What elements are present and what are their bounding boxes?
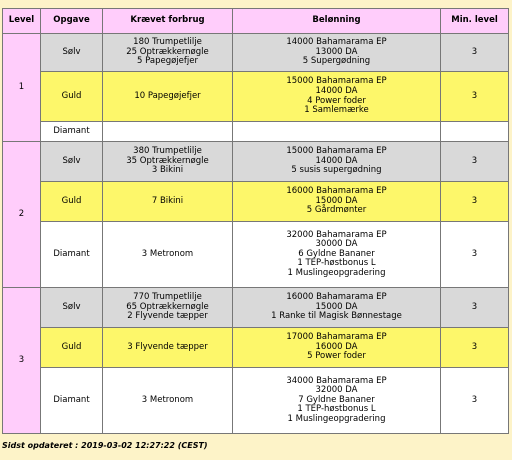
forbrug-cell-line: 7 Bikini	[151, 195, 184, 206]
forbrug-cell	[103, 288, 233, 328]
belonning-cell-line: 6 Gyldne Bananer	[298, 248, 375, 259]
level-cell: 1	[3, 34, 41, 142]
opgave-cell: Sølv	[41, 288, 103, 328]
forbrug-cell-line: 3 Flyvende tæpper	[127, 341, 208, 352]
belonning-cell-line: 16000 DA	[315, 341, 358, 352]
belonning-cell-line: 5 Power foder	[307, 351, 366, 362]
belonning-cell-line: 1 TEP-høstbonus L	[297, 404, 376, 415]
col-header-forbrug: Krævet forbrug	[103, 9, 233, 34]
forbrug-cell	[103, 182, 233, 222]
belonning-cell-line: 1 Samlemærke	[304, 105, 369, 116]
task-row	[3, 288, 509, 328]
min-level-cell: 3	[441, 222, 509, 288]
belonning-cell	[233, 368, 441, 434]
belonning-cell	[233, 288, 441, 328]
belonning-cell-line: 14000 DA	[315, 155, 358, 166]
belonning-cell-line: 17000 Bahamarama EP	[286, 332, 387, 343]
level-cell: 2	[3, 142, 41, 288]
task-row	[3, 72, 509, 122]
min-level-cell	[441, 122, 509, 142]
belonning-cell-line: 1 Muslingeopgradering	[287, 413, 386, 424]
min-level-cell: 3	[441, 34, 509, 72]
task-row	[3, 368, 509, 434]
belonning-cell-line: 15000 DA	[315, 195, 358, 206]
forbrug-cell	[103, 34, 233, 72]
forbrug-cell	[103, 328, 233, 368]
belonning-cell-line: 4 Power foder	[307, 95, 366, 106]
col-header-min-level: Min. level	[441, 9, 509, 34]
belonning-cell	[233, 142, 441, 182]
belonning-cell	[233, 34, 441, 72]
belonning-cell-line: 5 Gårdmønter	[306, 205, 367, 216]
belonning-cell-line: 1 TEP-høstbonus L	[297, 258, 376, 269]
opgave-cell: Guld	[41, 328, 103, 368]
last-updated-text: Sidst opdateret : 2019-03-02 12:27:22 (CEST)	[2, 441, 208, 450]
min-level-cell: 3	[441, 72, 509, 122]
forbrug-cell-line: 770 Trumpetlilje	[133, 292, 202, 303]
forbrug-cell	[103, 142, 233, 182]
forbrug-cell-line: 380 Trumpetlilje	[133, 146, 202, 157]
forbrug-cell-line: 25 Optrækkernøgle	[126, 46, 209, 57]
col-header-opgave: Opgave	[41, 9, 103, 34]
belonning-cell	[233, 72, 441, 122]
header-row	[3, 9, 509, 34]
forbrug-cell-line: 3 Bikini	[151, 165, 184, 176]
opgave-cell: Guld	[41, 72, 103, 122]
forbrug-cell-line: 65 Optrækkernøgle	[126, 301, 209, 312]
belonning-cell	[233, 122, 441, 142]
task-row	[3, 222, 509, 288]
col-header-belonning: Belønning	[233, 9, 441, 34]
task-row	[3, 328, 509, 368]
opgave-cell: Diamant	[41, 122, 103, 142]
belonning-cell-line: 32000 DA	[315, 385, 358, 396]
belonning-cell-line: 7 Gyldne Bananer	[298, 394, 375, 405]
forbrug-cell-line: 180 Trumpetlilje	[133, 37, 202, 48]
belonning-cell-line: 1 Muslingeopgradering	[287, 267, 386, 278]
task-row	[3, 182, 509, 222]
belonning-cell-line: 16000 Bahamarama EP	[286, 292, 387, 303]
belonning-cell-line: 15000 Bahamarama EP	[286, 146, 387, 157]
belonning-cell-line: 5 susis supergødning	[291, 165, 382, 176]
min-level-cell: 3	[441, 142, 509, 182]
forbrug-cell-line: 3 Metronom	[141, 248, 194, 259]
min-level-cell: 3	[441, 182, 509, 222]
forbrug-cell-line: 35 Optrækkernøgle	[126, 155, 209, 166]
opgave-cell: Sølv	[41, 142, 103, 182]
belonning-cell-line: 5 Supergødning	[302, 56, 371, 67]
forbrug-cell	[103, 72, 233, 122]
belonning-cell-line: 15000 Bahamarama EP	[286, 76, 387, 87]
belonning-cell-line: 15000 DA	[315, 301, 358, 312]
forbrug-cell-line: 10 Papegøjefjer	[134, 90, 201, 101]
forbrug-cell	[103, 122, 233, 142]
forbrug-cell-line: 5 Papegøjefjer	[137, 56, 198, 67]
belonning-cell	[233, 182, 441, 222]
belonning-cell-line: 16000 Bahamarama EP	[286, 186, 387, 197]
min-level-cell: 3	[441, 368, 509, 434]
belonning-cell-line: 14000 Bahamarama EP	[286, 37, 387, 48]
col-header-level: Level	[3, 9, 41, 34]
opgave-cell: Diamant	[41, 222, 103, 288]
min-level-cell: 3	[441, 288, 509, 328]
opgave-cell: Sølv	[41, 34, 103, 72]
forbrug-cell	[103, 222, 233, 288]
belonning-cell	[233, 222, 441, 288]
belonning-cell-line: 13000 DA	[315, 46, 358, 57]
belonning-cell-line: 32000 Bahamarama EP	[286, 229, 387, 240]
belonning-cell-line: 30000 DA	[315, 239, 358, 250]
belonning-cell-line: 1 Ranke til Magisk Bønnestage	[271, 311, 402, 322]
belonning-cell-line: 14000 DA	[315, 85, 358, 96]
min-level-cell: 3	[441, 328, 509, 368]
task-row	[3, 122, 509, 142]
rewards-table	[2, 8, 509, 434]
forbrug-cell-line: 3 Metronom	[141, 394, 194, 405]
opgave-cell: Guld	[41, 182, 103, 222]
task-row	[3, 142, 509, 182]
task-row	[3, 34, 509, 72]
forbrug-cell-line: 2 Flyvende tæpper	[127, 311, 208, 322]
belonning-cell-line: 34000 Bahamarama EP	[286, 375, 387, 386]
forbrug-cell	[103, 368, 233, 434]
belonning-cell	[233, 328, 441, 368]
opgave-cell: Diamant	[41, 368, 103, 434]
level-cell: 3	[3, 288, 41, 434]
